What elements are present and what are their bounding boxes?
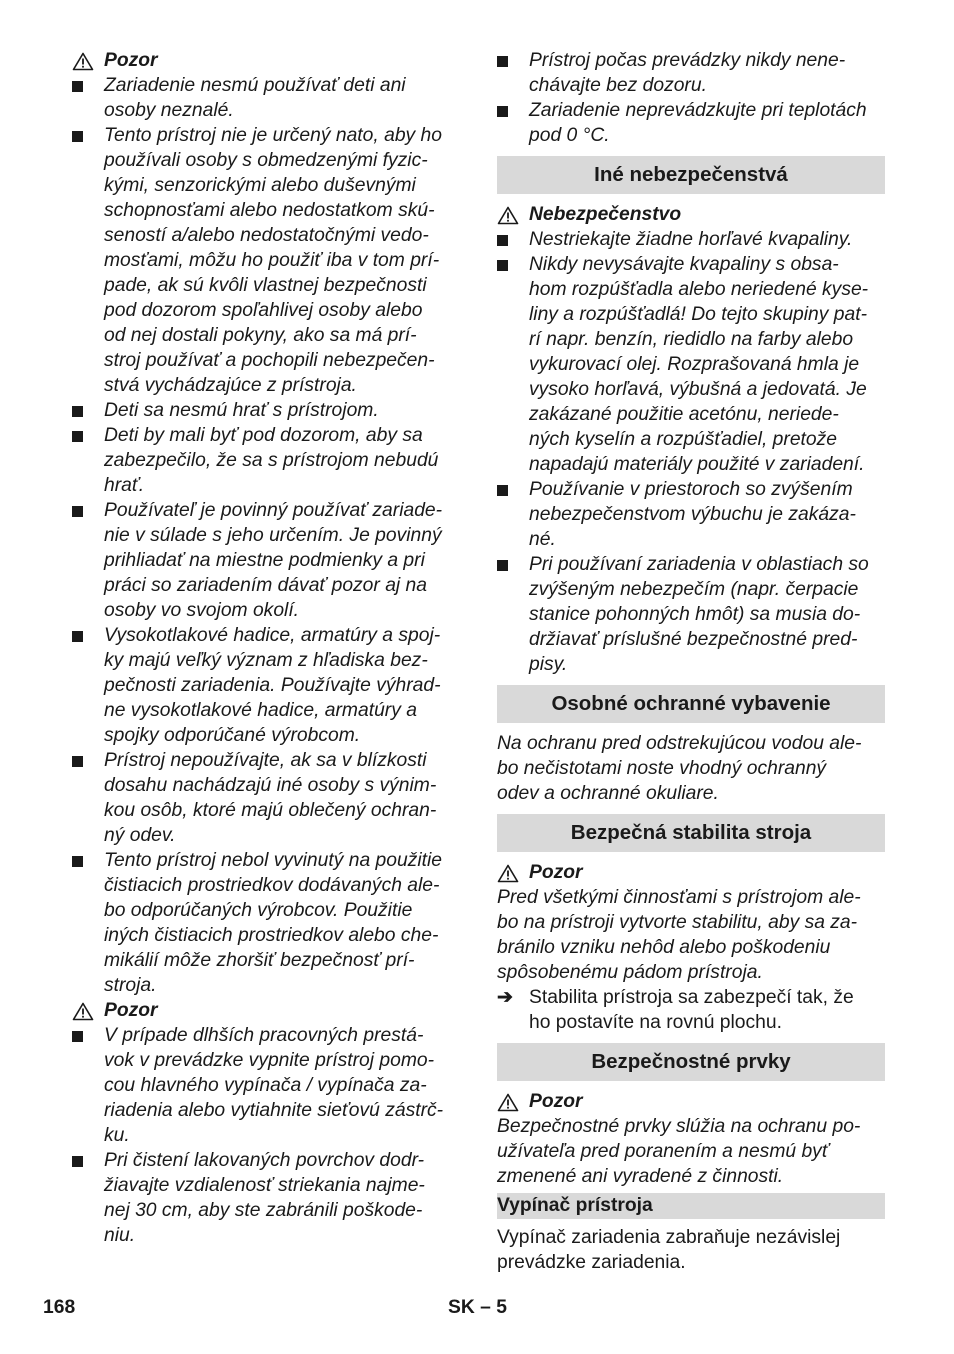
text-line: zakázané použitie acetónu, neriede- [529, 404, 839, 425]
text-line: Pred všetkými činnosťami s prístrojom ale- [497, 887, 861, 908]
bullet-item [72, 623, 462, 748]
text-line: iných čistiacich prostriedkov alebo che- [104, 925, 439, 946]
left-column [72, 48, 462, 1248]
text-line: vysoko horľavá, výbušná a jedovatá. Je [529, 379, 867, 400]
warning-text: Pozor [529, 1091, 583, 1112]
paragraph [497, 1114, 885, 1189]
warning-triangle-icon [72, 1002, 94, 1021]
text-line: čistiacich prostriedkov dodávaných ale- [104, 875, 440, 896]
text-line: mikálií môže zhoršiť bezpečnosť prí- [104, 950, 415, 971]
paragraph [497, 1225, 885, 1275]
text-line: hrať. [104, 475, 145, 496]
text-line: Deti by mali byť pod dozorom, aby sa [104, 425, 423, 446]
section-heading: Bezpečnostné prvky [497, 1043, 885, 1081]
text-line: prihliadať na miestne podmienky a pri [104, 550, 425, 571]
text-line: cou hlavného vypínača / vypínača za- [104, 1075, 427, 1096]
bullet-item [72, 123, 462, 398]
text-line: spôsobenému pádom prístroja. [497, 962, 763, 983]
bullet-item [72, 1023, 462, 1148]
paragraph [497, 731, 885, 806]
warning-triangle-icon [497, 864, 519, 883]
text-line: pečnosti zariadenia. Používajte výhrad- [104, 675, 441, 696]
text-line: Deti sa nesmú hrať s prístrojom. [104, 400, 379, 421]
arrow-right-icon: ➔ [497, 987, 513, 1008]
text-line: Pri čistení lakovaných povrchov dodr- [104, 1150, 425, 1171]
warning-triangle-icon [497, 1093, 519, 1112]
text-line: Tento prístroj nie je určený nato, aby ho [104, 125, 442, 146]
text-line: Zariadenie neprevádzkujte pri teplotách [529, 100, 867, 121]
text-line: nebezpečenstvom výbuchu je zakáza- [529, 504, 856, 525]
text-line: Nestriekajte žiadne horľavé kvapaliny. [529, 229, 853, 250]
text-line: Používanie v priestoroch so zvýšením [529, 479, 853, 500]
text-line: prevádzke zariadenia. [497, 1252, 686, 1273]
subsection-heading: Vypínač prístroja [497, 1193, 885, 1219]
text-line: seností a/alebo nedostatočnými vedo- [104, 225, 429, 246]
text-line: pod 0 °C. [529, 125, 610, 146]
text-line: práci so zariadením dávať pozor aj na [104, 575, 427, 596]
text-line: Vysokotlakové hadice, armatúry a spoj- [104, 625, 441, 646]
text-line: užívateľa pred poranením a nesmú byť [497, 1141, 829, 1162]
warning-label [72, 48, 462, 73]
text-line: bo nečistotami noste vhodný ochranný [497, 758, 827, 779]
section-heading: Osobné ochranné vybavenie [497, 685, 885, 723]
bullet-item [497, 252, 885, 477]
text-line: Na ochranu pred odstrekujúcou vodou ale- [497, 733, 862, 754]
text-line: od nej dostali pokyny, ako sa má prí- [104, 325, 417, 346]
bullet-item [497, 48, 885, 98]
text-line: bo na prístroji vytvorte stabilitu, aby sa za- [497, 912, 858, 933]
text-line: vok v prevádzke vypnite prístroj pomo- [104, 1050, 435, 1071]
warning-text: Pozor [104, 50, 158, 71]
bullet-item [497, 552, 885, 677]
warning-text: Pozor [104, 1000, 158, 1021]
warning-triangle-icon [497, 206, 519, 225]
text-line: Nikdy nevysávajte kvapaliny s obsa- [529, 254, 839, 275]
section-heading: Bezpečná stabilita stroja [497, 814, 885, 852]
warning-label [497, 1089, 885, 1114]
text-line: pod dozorom spoľahlivej osoby alebo [104, 300, 423, 321]
text-line: Používateľ je povinný používať zariade- [104, 500, 443, 521]
text-line: držiavať príslušné bezpečnostné pred- [529, 629, 858, 650]
text-line: žiavajte vzdialenosť striekania najme- [104, 1175, 425, 1196]
text-line: nie v súlade s jeho určením. Je povinný [104, 525, 442, 546]
text-line: stroj používať a pochopili nebezpečen- [104, 350, 435, 371]
text-line: vykurovací olej. Rozprašovaná hmla je [529, 354, 860, 375]
warning-text: Nebezpečenstvo [529, 204, 682, 225]
text-line: Stabilita prístroja sa zabezpečí tak, že [529, 987, 854, 1008]
bullet-item [72, 498, 462, 623]
text-line: stanice pohonných hmôt) sa musia do- [529, 604, 861, 625]
section-heading: Iné nebezpečenstvá [497, 156, 885, 194]
text-line: mosťami, môžu ho použiť iba v tom prí- [104, 250, 440, 271]
bullet-item [497, 98, 885, 148]
warning-text: Pozor [529, 862, 583, 883]
text-line: riadenia alebo vytiahnite sieťovú zástrč- [104, 1100, 444, 1121]
text-line: Prístroj nepoužívajte, ak sa v blízkosti [104, 750, 427, 771]
paragraph [497, 885, 885, 985]
text-line: ky majú veľký význam z hľadiska bez- [104, 650, 428, 671]
bullet-item [72, 73, 462, 123]
text-line: používali osoby s obmedzenými fyzic- [104, 150, 428, 171]
text-line: Vypínač zariadenia zabraňuje nezávislej [497, 1227, 841, 1248]
text-line: Pri používaní zariadenia v oblastiach so [529, 554, 869, 575]
text-line: Prístroj počas prevádzky nikdy nene- [529, 50, 846, 71]
text-line: stroja. [104, 975, 157, 996]
text-line: hom rozpúšťadla alebo neriedené kyse- [529, 279, 869, 300]
bullet-item [72, 398, 462, 423]
text-line: niu. [104, 1225, 136, 1246]
bullet-item [72, 748, 462, 848]
text-line: ne vysokotlakové hadice, armatúry a [104, 700, 417, 721]
bullet-item [72, 423, 462, 498]
text-line: ho postavíte na rovnú plochu. [529, 1012, 782, 1033]
section-page-label: SK – 5 [448, 1297, 507, 1318]
page-number: 168 [43, 1297, 76, 1318]
bullet-item [497, 477, 885, 552]
bullet-item [72, 1148, 462, 1248]
text-line: ný odev. [104, 825, 176, 846]
text-line: Tento prístroj nebol vyvinutý na použitie [104, 850, 442, 871]
text-line: ných kyselín a rozpúšťadiel, pretože [529, 429, 837, 450]
text-line: bránilo vzniku nehôd alebo poškodeniu [497, 937, 831, 958]
text-line: pade, ak sú kvôli vlastnej bezpečnosti [104, 275, 427, 296]
text-line: dosahu nachádzajú iné osoby s výnim- [104, 775, 437, 796]
text-line: napadajú materiály použité v zariadení. [529, 454, 865, 475]
text-line: zmenené ani vyradené z činnosti. [497, 1166, 784, 1187]
warning-label [497, 860, 885, 885]
text-line: kými, senzorickými alebo duševnými [104, 175, 416, 196]
text-line: Zariadenie nesmú používať deti ani [104, 75, 406, 96]
text-line: zvýšeným nebezpečím (napr. čerpacie [529, 579, 859, 600]
text-line: odev a ochranné okuliare. [497, 783, 719, 804]
text-line: V prípade dlhších pracovných prestá- [104, 1025, 424, 1046]
text-line: liny a rozpúšťadlá! Do tejto skupiny pat- [529, 304, 867, 325]
text-line: schopnosťami alebo nedostatkom skú- [104, 200, 435, 221]
bullet-item [497, 227, 885, 252]
text-line: osoby neznalé. [104, 100, 234, 121]
text-line: rí napr. benzín, riedidlo na farby alebo [529, 329, 854, 350]
text-line: pisy. [529, 654, 568, 675]
warning-triangle-icon [72, 52, 94, 71]
text-line: osoby vo svojom okolí. [104, 600, 300, 621]
text-line: bo odporúčaných výrobcov. Použitie [104, 900, 413, 921]
text-line: kou osôb, ktoré majú oblečený ochran- [104, 800, 437, 821]
text-line: né. [529, 529, 556, 550]
text-line: stvá vychádzajúce z prístroja. [104, 375, 357, 396]
right-column [497, 48, 885, 1275]
bullet-item [72, 848, 462, 998]
text-line: Bezpečnostné prvky slúžia na ochranu po- [497, 1116, 861, 1137]
text-line: chávajte bez dozoru. [529, 75, 707, 96]
text-line: ku. [104, 1125, 130, 1146]
text-line: spojky odporúčané výrobcom. [104, 725, 361, 746]
warning-label [497, 202, 885, 227]
text-line: nej 30 cm, aby ste zabránili poškode- [104, 1200, 423, 1221]
warning-label [72, 998, 462, 1023]
text-line: zabezpečilo, že sa s prístrojom nebudú [104, 450, 439, 471]
instruction-step [497, 985, 885, 1035]
